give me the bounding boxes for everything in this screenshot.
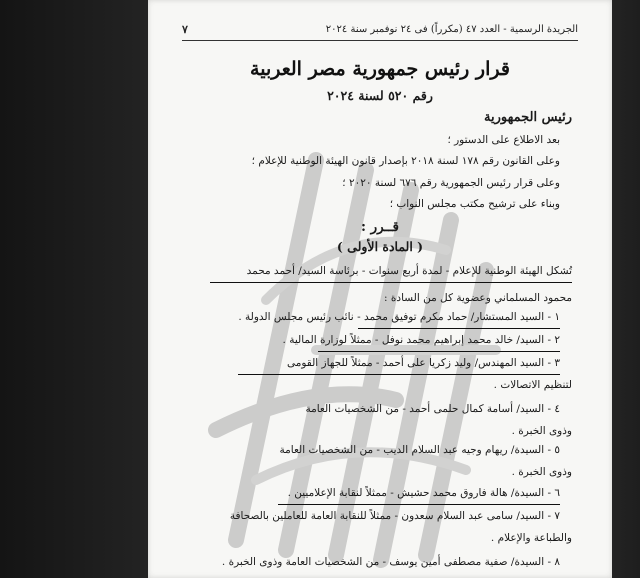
decree-title: قرار رئيس جمهورية مصر العربية — [250, 58, 510, 80]
decided-heading: قــرر : — [360, 219, 399, 235]
member-line: ٥ - السيدة/ ريهام وجيه عبد السلام الديب - من الشخصيات العامة — [279, 444, 560, 456]
underline — [318, 351, 560, 352]
page-content — [148, 0, 612, 578]
member-line-cont: والطباعة والإعلام . — [490, 532, 572, 544]
preamble-line: وبناء على ترشيح مكتب مجلس النواب ؛ — [389, 198, 560, 210]
preamble-line: وعلى القانون رقم ١٧٨ لسنة ٢٠١٨ بإصدار قانون الهيئة الوطنية للإعلام ؛ — [251, 155, 560, 167]
member-line: ١ - السيد المستشار/ حماد مكرم توفيق محمد - نائب رئيس مجلس الدولة . — [238, 311, 560, 323]
underline — [358, 328, 560, 329]
member-line-cont: وذوى الخبرة . — [511, 425, 572, 437]
preamble-line: وعلى قرار رئيس الجمهورية رقم ٦٧٦ لسنة ٢٠٢٠ ؛ — [342, 177, 560, 189]
member-line: ٤ - السيد/ أسامة كمال حلمى أحمد - من الشخصيات العامة — [305, 403, 560, 415]
member-line: ٦ - السيدة/ هالة فاروق محمد حشيش - ممثلاً لنقابة الإعلاميين . — [287, 487, 560, 499]
body-line: محمود المسلماني وعضوية كل من السادة : — [384, 292, 572, 304]
member-line-cont: لتنظيم الاتصالات . — [493, 379, 572, 391]
member-line: ٣ - السيد المهندس/ وليد زكريا على أحمد - ممثلاً للجهاز القومى — [286, 357, 560, 369]
member-line: ٢ - السيد/ خالد محمد إبراهيم محمد نوفل - ممثلاً لوزارة المالية . — [282, 334, 560, 346]
issuing-authority: رئيس الجمهورية — [484, 110, 572, 125]
article-heading: ( المادة الأولى ) — [336, 239, 424, 254]
preamble-line: بعد الاطلاع على الدستور ؛ — [447, 134, 560, 146]
underline — [278, 504, 560, 505]
decree-number: رقم ٥٢٠ لسنة ٢٠٢٤ — [327, 88, 433, 103]
underline — [238, 374, 560, 375]
member-line-cont: وذوى الخبرة . — [511, 466, 572, 478]
underline — [210, 282, 572, 283]
page-header — [182, 22, 578, 41]
header-text: الجريدة الرسمية - العدد ٤٧ (مكرراً) فى ٢٤ نوفمبر سنة ٢٠٢٤ — [325, 24, 578, 35]
page-number: ٧ — [182, 23, 188, 36]
body-line: تُشكل الهيئة الوطنية للإعلام - لمدة أربع سنوات - برئاسة السيد/ أحمد محمد — [246, 265, 572, 277]
member-line: ٧ - السيد/ سامى عبد السلام سعدون - ممثلاً للنقابة العامة للعاملين بالصحافة — [229, 510, 560, 522]
gazette-page — [148, 0, 612, 578]
member-line: ٨ - السيدة/ صفية مصطفى أمين يوسف - من الشخصيات العامة وذوى الخبرة . — [221, 556, 560, 568]
